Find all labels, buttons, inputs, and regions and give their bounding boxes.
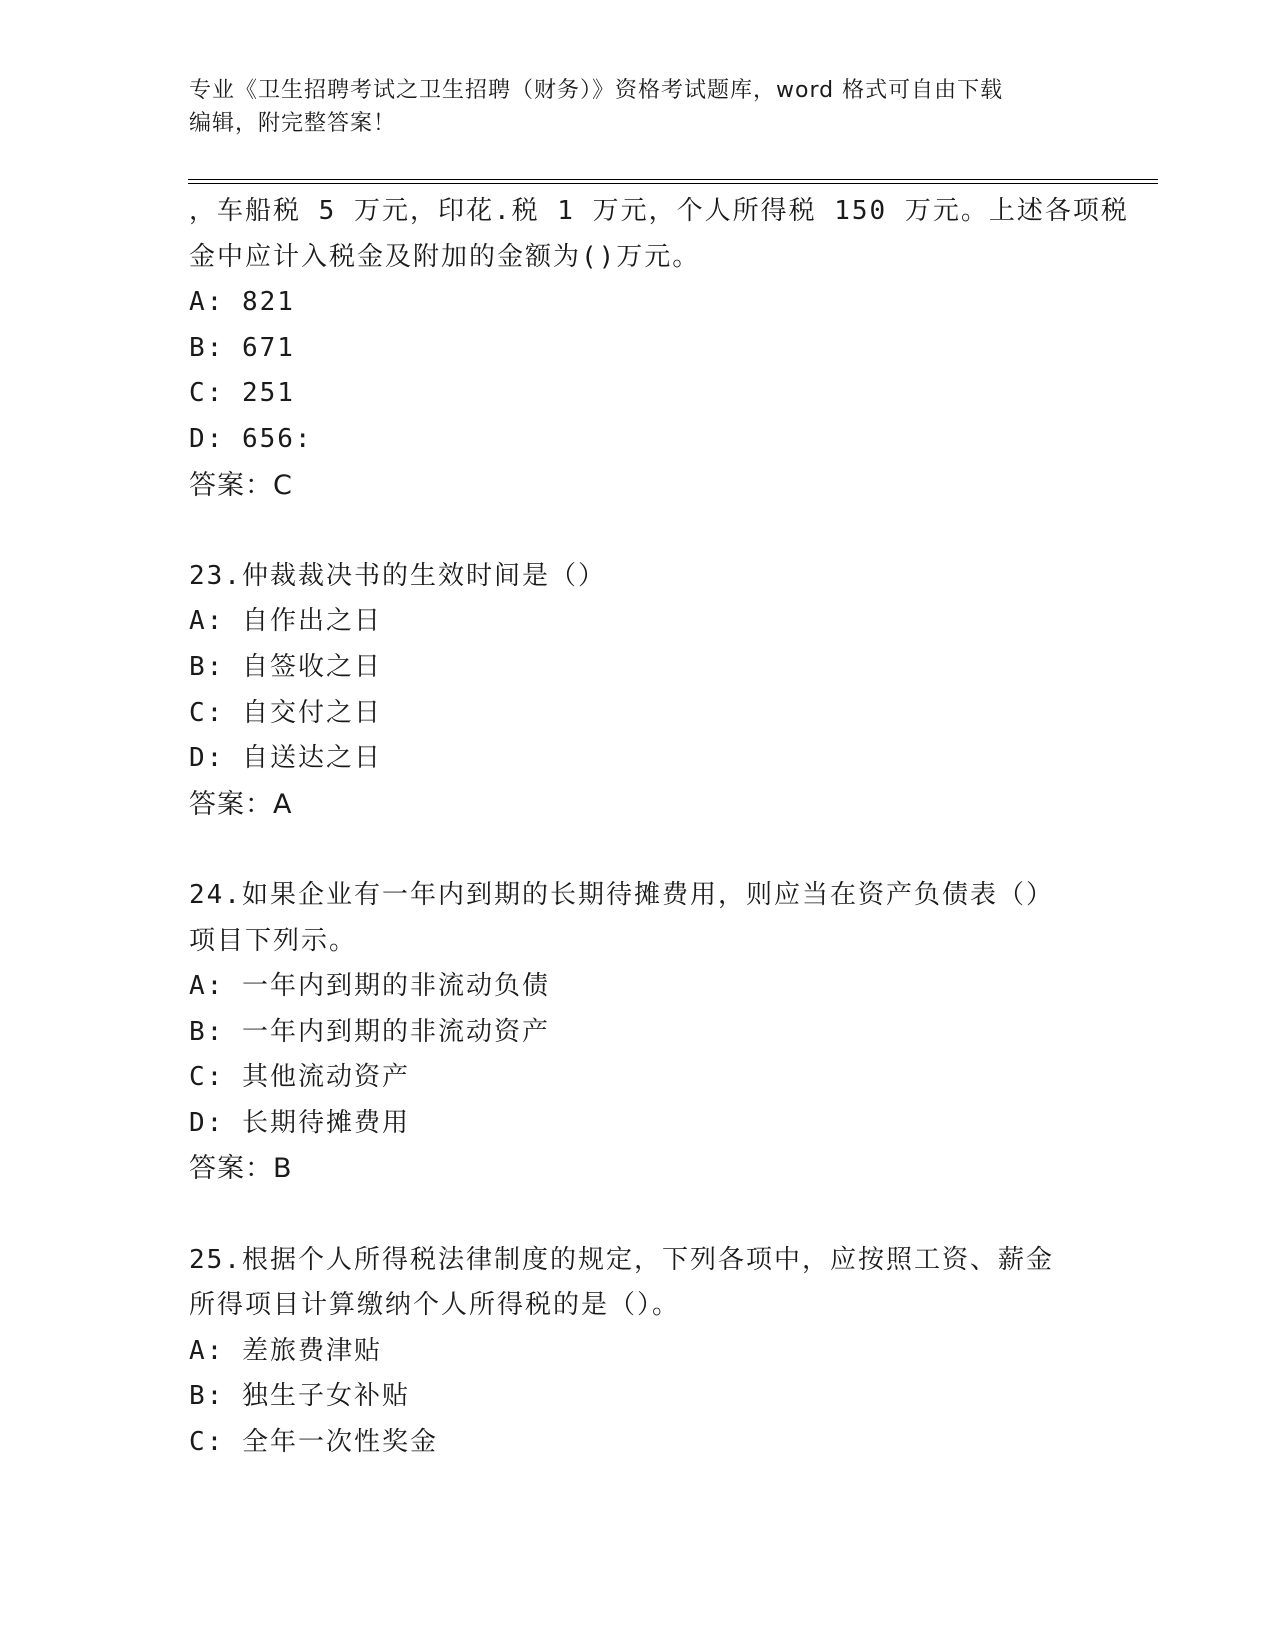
option-c: C: 自交付之日: [189, 697, 382, 728]
option-b: B: 自签收之日: [189, 651, 382, 682]
question-spacer: [189, 1192, 1089, 1238]
header-subtitle-line: 编辑，附完整答案！: [189, 111, 397, 136]
question-stem: 24.如果企业有一年内到期的长期待摊费用，则应当在资产负债表（）: [189, 879, 1054, 910]
answer-label: 答案：A: [189, 788, 293, 820]
option-a: A: 差旅费津贴: [189, 1335, 382, 1366]
option-d: D: 长期待摊费用: [189, 1107, 410, 1138]
answer-label: 答案：B: [189, 1153, 293, 1185]
option-b: B: 一年内到期的非流动资产: [189, 1016, 550, 1047]
question-spacer: [189, 508, 1089, 554]
question-stem: 金中应计入税金及附加的金额为()万元。: [189, 241, 701, 272]
question-25: [189, 1238, 1089, 1466]
question-stem: 项目下列示。: [189, 925, 358, 956]
option-a: A: 821: [189, 287, 295, 318]
option-b: B: 671: [189, 332, 295, 363]
option-a: A: 一年内到期的非流动负债: [189, 971, 550, 1002]
document-header: [189, 74, 1089, 140]
header-title-line: 专业《卫生招聘考试之卫生招聘（财务）》资格考试题库，word 格式可自由下载: [189, 78, 1004, 103]
question-stem: 25.根据个人所得税法律制度的规定，下列各项中，应按照工资、薪金: [189, 1244, 1054, 1275]
header-divider-top: [188, 179, 1158, 180]
question-stem: 23.仲裁裁决书的生效时间是（）: [189, 560, 606, 591]
option-b: B: 独生子女补贴: [189, 1381, 410, 1412]
option-c: C: 全年一次性奖金: [189, 1427, 438, 1458]
question-22: [189, 189, 1129, 508]
question-spacer: [189, 827, 1089, 873]
question-23: [189, 554, 1089, 828]
option-a: A: 自作出之日: [189, 606, 382, 637]
question-24: [189, 873, 1089, 1192]
header-divider-bottom: [188, 183, 1158, 184]
option-c: C: 其他流动资产: [189, 1062, 410, 1093]
answer-label: 答案：C: [189, 469, 293, 501]
question-stem: ，车船税 5 万元，印花.税 1 万元，个人所得税 150 万元。上述各项税: [189, 196, 1129, 226]
option-d: D: 656:: [189, 423, 313, 454]
question-list: [189, 189, 1129, 1466]
question-stem: 所得项目计算缴纳个人所得税的是（）。: [189, 1290, 681, 1321]
option-c: C: 251: [189, 378, 295, 409]
option-d: D: 自送达之日: [189, 743, 382, 774]
